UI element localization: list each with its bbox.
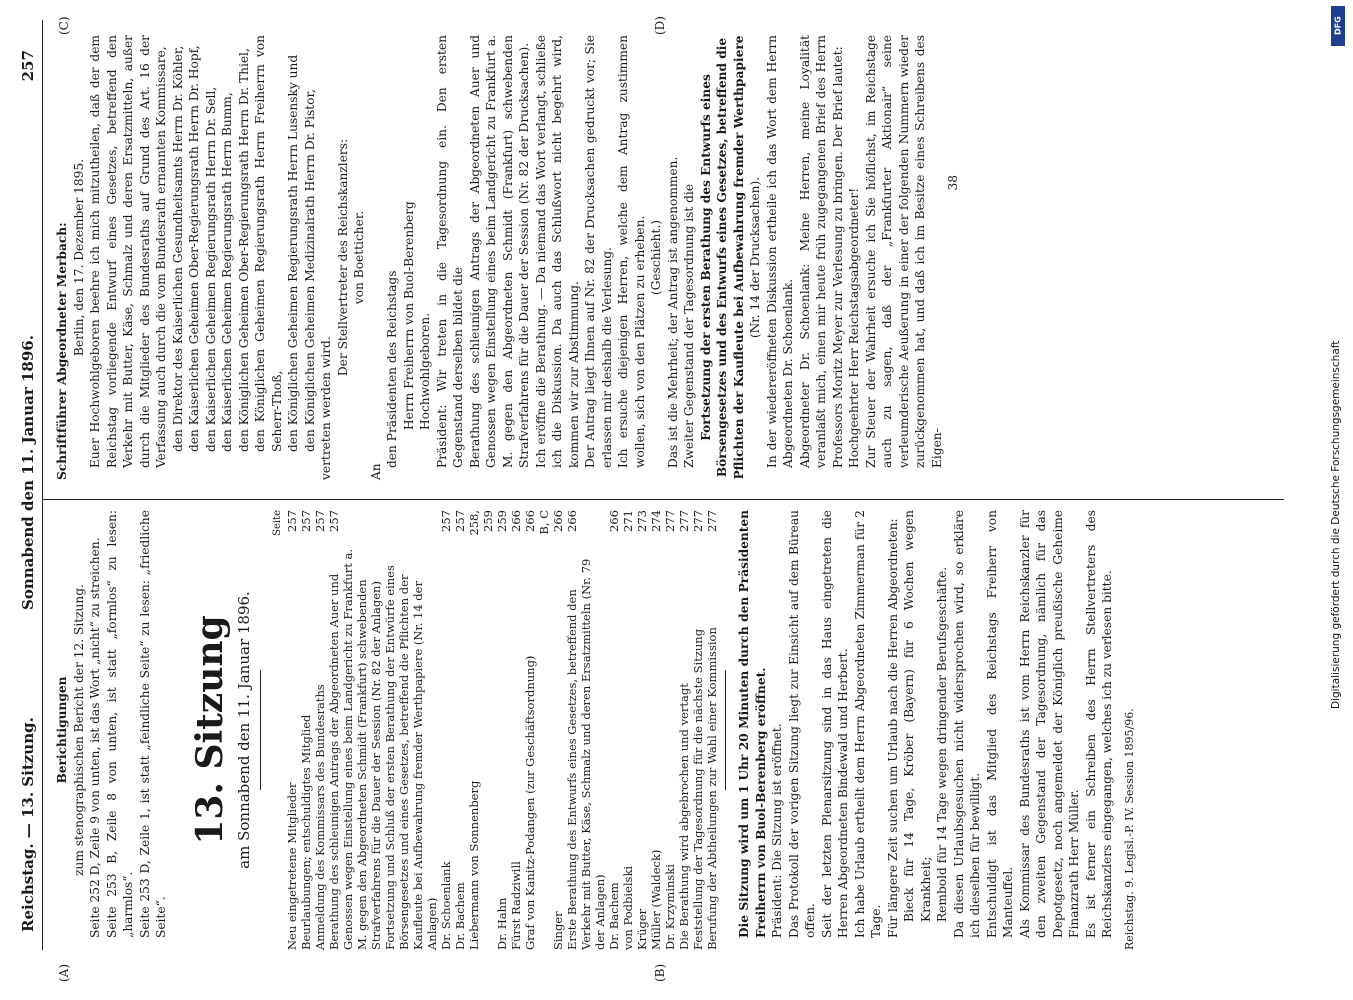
address-line: Hochwohlgeboren. [418,312,432,430]
commissioner-item: den Königlichen Geheimen Regierungsrath Herrn Lusensky und [286,54,300,452]
body-paragraph: Abgeordneter Dr. Schoenlank: Meine Herren, meine Loyalität veranlaßt mich, einen mir heute früh zugegangenen Brief des Herrn Professors Moritz Meyer zur Verlesung zu bringen. Der Brief lautet: [797,35,845,468]
table-of-contents [271,510,719,950]
catchword: 38 [946,175,960,191]
body-paragraph: Die Sitzung wird um 1 Uhr 20 Minuten durch den Präsidenten Freiherrn von Buol-Berenberg eröffnet. [737,510,768,938]
toc-row [299,510,313,950]
toc-entry-text: Die Berathung wird abgebrochen und vertagt [677,683,691,950]
margin-letter-a: (A) [57,963,71,982]
running-head-left: Reichstag. — 13. Sitzung. [19,717,37,932]
toc-row [691,510,705,950]
toc-entry-page: 258, 259 [467,510,495,536]
toc-row [523,510,551,950]
toc-entry-text: Anmeldung des Kommissars des Bundesraths [313,684,327,950]
toc-entry-page: 257 [285,510,299,532]
toc-entry-text: Krüger [635,908,649,950]
toc-row [495,510,509,950]
running-head [20,30,42,970]
body-paragraph: Ich habe Urlaub ertheilt dem Herrn Abgeordneten Zimmerman für 2 Tage. [852,510,883,938]
body-paragraph: Ich ersuche diejenigen Herren, welche dem Antrag zustimmen wollen, sich von den Plätzen zu erheben. [616,35,647,468]
toc-row [705,510,719,950]
toc-entry-page: 257 [313,510,327,532]
toc-row [635,510,649,950]
toc-row [663,510,677,950]
toc-row [551,510,565,950]
toc-entry-text: Fürst Radziwill [509,861,523,950]
toc-row [677,510,691,950]
toc-entry-page: 274 [649,510,663,532]
body-paragraph: In der wiedereröffneten Diskussion ertheile ich das Wort dem Herrn Abgeordneten Dr. Schoenlank. [764,35,795,468]
running-head-center: Sonnabend den 11. Januar 1896. [19,335,37,610]
toc-entry-page: 277 [677,510,691,532]
right-paragraphs-3 [764,35,946,480]
body-paragraph: Zweiter Gegenstand der Tagesordnung ist die [682,183,696,468]
toc-row [327,510,383,950]
body-paragraph: Ich eröffne die Berathung. — Da niemand das Wort verlangt, schließe ich die Diskussion. Da auch das Schlußwort nicht begehrt wird, kommen wir zur Abstimmung. [533,35,581,468]
toc-row [649,510,663,950]
commissioner-item: den Königlichen Geheimen Medizinalrath Herrn Dr. Pistor, [302,89,317,452]
toc-entry-page: 266 [565,510,579,532]
toc-entry-page: 277 [691,510,705,532]
address-block [384,35,434,480]
toc-entry-text: Liebermann von Sonnenberg [467,780,481,950]
commissioner-item: den Königlichen Geheimen Ober-Regierungsrath Herrn Dr. Thiel, [236,48,251,452]
correction-item: Seite 253 B, Zeile 8 von unten, ist statt „formlos“ zu lesen: „harmlos“. [104,510,135,938]
toc-row [607,510,621,950]
toc-entry-page: 257 [327,510,341,532]
corrections-subheading: zum stenographischen Bericht der 12. Sitzung. [71,584,86,876]
toc-row [439,510,453,950]
toc-entry-page: 259 [495,510,509,532]
toc-entry-text: Dr. Krzyminski [663,864,677,950]
margin-letter-d: (D) [653,16,667,35]
document-page [12,10,1312,990]
toc-entry-text: Berathung des schleunigen Antrags der Abgeordneten Auer und Genossen wegen Einstellung eines beim Landgericht zu Frankfurt a. M. gegen den Abgeordneten Schmidt (Frankfurt) schwebenden Strafverfahrens für die Dauer der Session (Nr. 82 der Anlagen) [327,548,383,950]
corrections-heading: Berichtigungen [55,676,69,784]
correction-item: Seite 253 D, Zeile 1, ist statt „feindliche Seite“ zu lesen: „friedliche Seite“. [137,510,168,938]
title-rule [260,670,261,790]
signature-title: Der Stellvertreter des Reichskanzlers: [335,138,350,377]
body-paragraph: Es ist ferner ein Schreiben des Herrn Stellvertreters des Reichskanzlers eingegangen, welches ich zu verlesen bitte. [1083,510,1114,938]
body-paragraph: Hochgeehrter Herr Reichstagsabgeordneter! [847,187,861,468]
toc-rule [725,670,726,790]
page-number: 257 [19,50,37,82]
toc-entry-text: Erste Berathung des Entwurfs eines Gesetzes, betreffend den Verkehr mit Butter, Käse, Schmalz und deren Ersatzmitteln (Nr. 79 der Anlagen) [565,558,607,950]
commissioner-list [170,35,319,480]
right-column [54,35,962,480]
body-paragraph: Entschuldigt ist das Mitglied des Reichstags Freiherr von Manteuffel. [984,510,1015,938]
column-rule [42,499,1284,500]
toc-row [565,510,607,950]
toc-row [383,510,439,950]
session-date: am Sonnabend den 11. Januar 1896. [234,591,253,869]
toc-entry-text: Fortsetzung und Schluß der ersten Berathung der Entwürfe eines Börsengesetzes und eines Gesetzes, betreffend die Pflichten der Kaufleute bei Aufbewahrung fremder Werthpapiere (Nr. 14 der Anlagen) [383,565,439,950]
toc-entry-page: 266 B, C [523,510,551,535]
address-line: den Präsidenten des Reichstags [385,270,399,468]
agenda-item: Fortsetzung der ersten Berathung des Entwurfs eines Börsengesetzes und des Entwurfs eines Gesetzes, betreffend die Pflichten der Kaufleute bei Aufbewahrung fremder Werthpapiere [698,35,746,480]
margin-letter-c: (C) [57,16,71,35]
toc-row [509,510,523,950]
agenda-ref: (Nr. 14 der Drucksachen). [748,176,762,339]
body-paragraph: Zur Steuer der Wahrheit ersuche ich Sie höflichst, im Reichstage auch zu sagen, daß der „Frankfurter Aktionair“ seine verleumderische Aeußerung in einer der folgenden Nummern wieder zurückgenommen hat, und daß ich im Besitze eines Schreibens des Eigen- [863,35,944,468]
toc-entry-text: Neu eingetretene Mitglieder [285,782,299,950]
margin-letter-b: (B) [653,963,667,982]
toc-seite-label: Seite [272,510,283,536]
secretary-intro: Schriftführer Abgeordneter Merbach: [55,222,69,480]
letter-place-date: Berlin, den 17. Dezember 1895. [71,158,86,357]
toc-entry-page: 257 [299,510,313,532]
toc-entry-text: Graf von Kanitz-Podangen (zur Geschäftsordnung) [523,655,537,950]
address-line: Herrn Freiherrn von Buol-Berenberg [401,201,416,430]
right-paragraphs-2 [665,35,698,480]
toc-entry-text: Müller (Waldeck) [649,849,663,950]
toc-entry-text: Beurlaubungen; entschuldigtes Mitglied [299,714,313,950]
commissioner-item: den Kaiserlichen Geheimen Ober-Regierungsrath Herrn Dr. Hopf, [187,45,201,452]
toc-entry-text: Dr. Schoenlank [439,861,453,950]
body-paragraph: Präsident: Wir treten in die Tagesordnung ein. Den ersten Gegenstand derselben bildet die [434,35,465,468]
toc-entry-page: 266 [607,510,621,532]
toc-row [313,510,327,950]
body-paragraph: Bieck für 14 Tage, Kröber (Bayern) für 6 Wochen wegen Krankheit; [902,510,933,922]
interjection: (Geschieht.) [649,219,663,296]
toc-row [453,510,467,950]
toc-row [621,510,635,950]
toc-entry-text: Singer [551,911,565,950]
body-paragraph: Seit der letzten Plenarsitzung sind in das Haus eingetreten die Herren Abgeordneten Bindewald und Herbert. [819,510,850,938]
toc-entry-text: Dr. Bachem [607,882,621,950]
toc-row [285,510,299,950]
toc-entry-text: Dr. Hahn [495,897,509,950]
toc-entry-text: Berufung der Abtheilungen zur Wahl einer Kommission [705,627,719,950]
body-paragraph: Als Kommissar des Bundesraths ist vom Herrn Reichskanzler für den zweiten Gegenstand der Tagesordnung, nämlich für das Depotgesetz, noch angemeldet der Königlich preußische Geheime Finanzrath Herr Müller. [1017,510,1081,938]
toc-entry-page: 273 [635,510,649,532]
body-paragraph: Präsident: Die Sitzung ist eröffnet. [770,723,784,938]
toc-entry-page: 257 [439,510,453,532]
body-paragraph: Berathung des schleunigen Antrags der Abgeordneten Auer und Genossen wegen Einstellung eines beim Landgericht zu Frankfurt a. M. gegen den Abgeordneten Schmidt (Frankfurt) schwebenden Strafverfahrens für die Dauer der Session (Nr. 82 der Drucksachen). [467,35,531,468]
letter-text: Euer Hochwohlgeboren beehre ich mich mitzutheilen, daß der dem Reichstag vorliegende Entwurf eines Gesetzes, betreffend den Verkehr mit Butter, Käse, Schmalz und deren Ersatzmitteln, außer durch die Mitglieder des Bundesraths auf Grund des Art. 16 der Verfassung auch durch die vom Bundesrath ernannten Kommissare, [88,35,168,468]
address-an: An [368,463,383,480]
commissioner-item: den Königlichen Geheimen Regierungsrath Herrn Freiherrn von Seherr-Thoß, [253,35,284,452]
body-paragraph: Der Antrag liegt Ihnen auf Nr. 82 der Drucksachen gedruckt vor; Sie erlassen mir deshalb die Verlesung. [583,35,614,468]
right-paragraphs [434,35,649,480]
body-paragraph: Das Protokoll der vorigen Sitzung liegt zur Einsicht auf dem Büreau offen. [786,510,817,938]
digitization-note: Digitalisierung gefördert durch die Deutsche Forschungsgemeinschaft [1330,340,1342,710]
commissioner-item: den Direktor des Kaiserlichen Gesundheitsamts Herrn Dr. Köhler, [170,45,185,452]
body-paragraph: Da diesen Urlaubsgesuchen nicht widersprochen wird, so erkläre ich dieselben für bewilligt. [951,510,982,938]
letter-close: vertreten werden wird. [319,336,333,480]
toc-entry-page: 277 [663,510,677,532]
correction-item: Seite 252 D, Zeile 9 von unten, ist das Wort „nicht“ zu streichen. [88,537,102,938]
toc-entry-page [383,510,439,542]
body-paragraph: Für längere Zeit suchen um Urlaub nach die Herren Abgeordneten: [885,518,900,938]
signature-name: von Boetticher. [352,210,366,305]
toc-entry-text: Feststellung der Tagesordnung für die nächste Sitzung [691,628,705,950]
toc-entry-text: Dr. Bachem [453,882,467,950]
commissioner-item: den Kaiserlichen Geheimen Regierungsrath Herrn Dr. Sell, [203,86,218,452]
body-paragraph: Das ist die Mehrheit; der Antrag ist angenommen. [665,156,680,468]
toc-entry-page: 266 [551,510,565,532]
toc-entry-page: 257 [453,510,467,532]
left-body-text [736,510,1116,950]
left-column [54,510,1138,950]
toc-entry-text: von Podbielski [621,865,635,950]
header-rule [42,20,43,950]
toc-entry-page: 277 [705,510,719,532]
toc-entry-page: 266 [509,510,523,532]
left-footnote: Reichstag. 9. Legisl.-P. IV. Session 1895/96. [1122,708,1136,950]
commissioner-item: den Kaiserlichen Geheimen Regierungsrath Herrn Bumm, [220,92,234,452]
dfg-logo: DFG [1331,6,1345,46]
session-title: 13. Sitzung [188,615,231,845]
body-paragraph: Rembold für 14 Tage wegen dringender Berufsgeschäfte. [935,566,949,922]
toc-entry-page: 271 [621,510,635,532]
toc-row [467,510,495,950]
